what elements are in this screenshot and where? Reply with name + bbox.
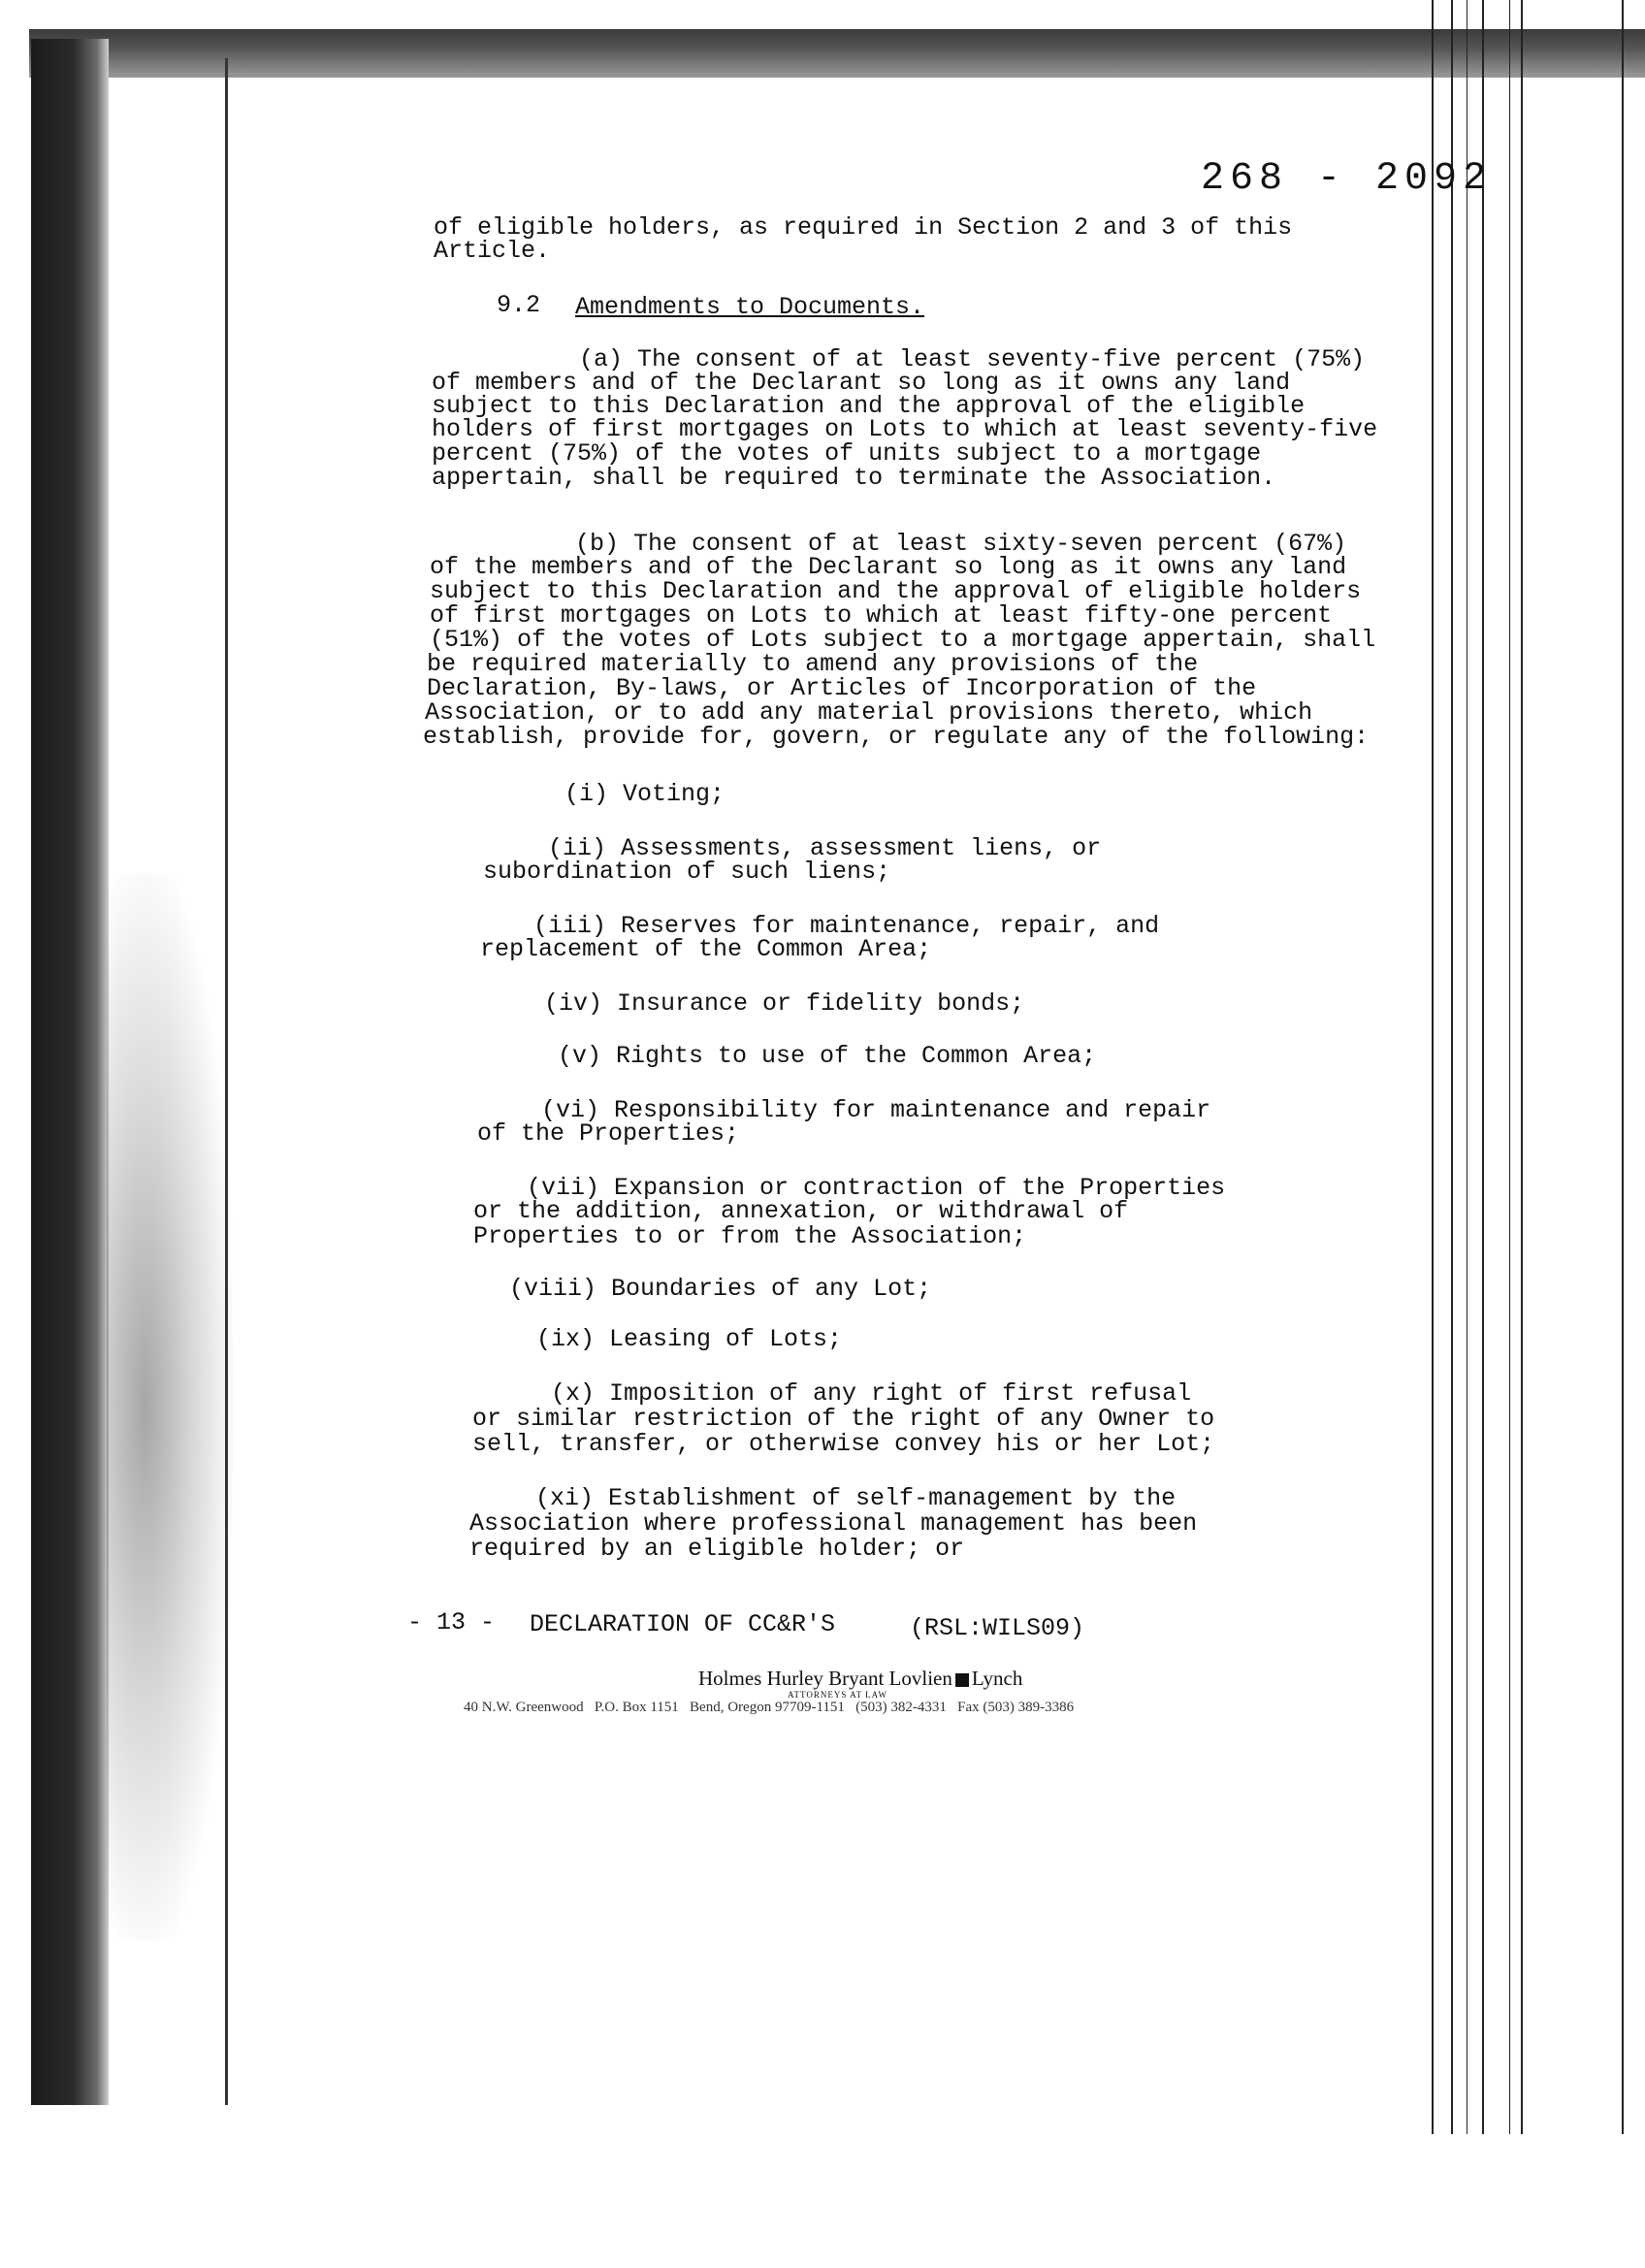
intro-line: Article. (434, 237, 551, 265)
para-a-line: holders of first mortgages on Lots to which at least seventy-five (432, 415, 1378, 443)
list-item: or similar restriction of the right of any Owner to (472, 1405, 1215, 1433)
list-item: replacement of the Common Area; (480, 935, 932, 963)
list-item: of the Properties; (477, 1119, 740, 1148)
para-a-line: subject to this Declaration and the approval of the eligible (432, 392, 1306, 420)
scan-top-edge (29, 29, 1645, 78)
firm-name-left: Holmes Hurley Bryant Lovlien (698, 1667, 952, 1690)
list-item: (vi) Responsibility for maintenance and repair (541, 1096, 1211, 1124)
scan-right-line (1451, 0, 1453, 2134)
list-item: (viii) Boundaries of any Lot; (509, 1275, 932, 1303)
list-item: (x) Imposition of any right of first refusal (551, 1379, 1192, 1408)
firm-logo-square (955, 1673, 969, 1687)
list-item: required by an eligible holder; or (469, 1535, 965, 1563)
list-item: Association where professional management has been (469, 1509, 1198, 1538)
list-item: Properties to or from the Association; (473, 1222, 1027, 1250)
list-item: (ii) Assessments, assessment liens, or (548, 834, 1102, 862)
scan-right-line (1521, 0, 1523, 2134)
para-a-line: of members and of the Declarant so long as it owns any land (432, 369, 1291, 397)
firm-address: 40 N.W. Greenwood P.O. Box 1151 Bend, Oregon 97709-1151 (503) 382-4331 Fax (503) 389-3386 (464, 1700, 1075, 1715)
scan-right-line (1622, 0, 1624, 2134)
para-b-line: (b) The consent of at least sixty-seven percent (67%) (575, 530, 1347, 558)
para-b-line: establish, provide for, govern, or regulate any of the following: (423, 723, 1370, 751)
footer-code: (RSL:WILS09) (910, 1614, 1085, 1642)
para-b-line: (51%) of the votes of Lots subject to a mortgage appertain, shall (430, 626, 1376, 654)
firm-name (698, 1667, 1022, 1691)
list-item: subordination of such liens; (483, 858, 891, 886)
para-b-line: Association, or to add any material provisions thereto, which (425, 698, 1313, 727)
list-item: (iii) Reserves for maintenance, repair, and (533, 912, 1160, 940)
para-a-line: percent (75%) of the votes of units subject to a mortgage (432, 439, 1262, 468)
scan-right-line (1482, 0, 1484, 2134)
firm-name-right: Lynch (971, 1667, 1023, 1690)
page-number: 268 - 2092 (1201, 157, 1493, 201)
para-b-line: of the members and of the Declarant so long as it owns any land (430, 553, 1347, 581)
para-b-line: of first mortgages on Lots to which at least fifty-one percent (430, 601, 1333, 630)
footer-page: - 13 - (407, 1608, 496, 1636)
list-item: (v) Rights to use of the Common Area; (558, 1042, 1097, 1070)
para-b-line: Declaration, By-laws, or Articles of Incorporation of the (427, 674, 1257, 702)
list-item: sell, transfer, or otherwise convey his or her Lot; (472, 1430, 1215, 1458)
para-b-line: subject to this Declaration and the approval of eligible holders (430, 577, 1362, 605)
list-item: (iv) Insurance or fidelity bonds; (544, 989, 1025, 1018)
section-number: 9.2 (497, 291, 541, 319)
section-title: Amendments to Documents. (575, 293, 925, 321)
list-item: or the addition, annexation, or withdrawal of (473, 1197, 1129, 1225)
intro-line: of eligible holders, as required in Section 2 and 3 of this (434, 213, 1293, 242)
list-item: (vii) Expansion or contraction of the Properties (527, 1174, 1226, 1202)
firm-subtitle: ATTORNEYS AT LAW (788, 1690, 887, 1700)
list-item: (i) Voting; (564, 780, 726, 808)
para-a-line: appertain, shall be required to terminate the Association. (432, 464, 1276, 492)
scan-speckle (107, 873, 233, 1940)
scan-left-edge (31, 39, 109, 2105)
para-b-line: be required materially to amend any provisions of the (427, 650, 1199, 678)
scan-right-line (1432, 0, 1434, 2134)
footer-title: DECLARATION OF CC&R'S (530, 1610, 836, 1638)
para-a-line: (a) The consent of at least seventy-five percent (75%) (579, 345, 1366, 373)
list-item: (xi) Establishment of self-management by the (535, 1484, 1177, 1512)
scan-right-line (1467, 0, 1468, 2134)
scan-right-line (1509, 0, 1510, 2134)
scan-left-rule (225, 58, 228, 2105)
list-item: (ix) Leasing of Lots; (536, 1325, 843, 1353)
